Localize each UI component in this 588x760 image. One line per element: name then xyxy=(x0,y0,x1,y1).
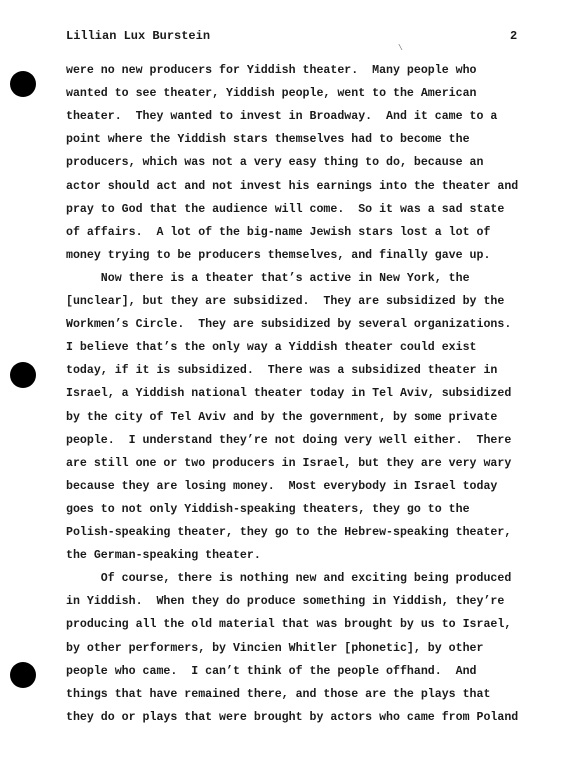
text-line: the German-speaking theater. xyxy=(66,549,261,563)
text-line: Polish-speaking theater, they go to the Hebrew-speaking theater, xyxy=(66,526,512,539)
punch-hole-top xyxy=(10,71,36,97)
text-line: producing all the old material that was brought by us to Israel, xyxy=(66,618,512,632)
text-line: [unclear], but they are subsidized. They are subsidized by the xyxy=(66,295,505,308)
text-line: are still one or two producers in Israel, but they are very wary xyxy=(66,456,512,470)
text-line: were no new producers for Yiddish theater. Many people who xyxy=(66,64,477,77)
punch-hole-bottom xyxy=(10,662,36,688)
text-line: people. I understand they’re not doing very well either. There xyxy=(66,433,512,447)
text-line: actor should act and not invest his earnings into the theater and xyxy=(66,179,519,193)
text-line: of affairs. A lot of the big-name Jewish stars lost a lot of xyxy=(66,225,491,239)
text-line: by other performers, by Vincien Whitler [phonetic], by other xyxy=(66,641,484,655)
text-line: in Yiddish. When they do produce something in Yiddish, they’re xyxy=(66,595,505,609)
text-line: Workmen’s Circle. They are subsidized by several organizations. xyxy=(66,318,512,332)
text-line: money trying to be producers themselves, and finally gave up. xyxy=(66,248,491,262)
text-line: point where the Yiddish stars themselves had to become the xyxy=(66,133,470,147)
text-line: Now there is a theater that’s active in New York, the xyxy=(66,271,470,285)
page-number: 2 xyxy=(510,29,518,43)
text-line: I believe that’s the only way a Yiddish theater could exist xyxy=(66,341,477,355)
text-line: because they are losing money. Most everybody in Israel today xyxy=(66,479,498,493)
text-line: wanted to see theater, Yiddish people, went to the American xyxy=(66,87,477,101)
text-line: people who came. I can’t think of the people offhand. And xyxy=(66,664,477,678)
stray-mark: \ xyxy=(398,44,403,53)
text-line: producers, which was not a very easy thing to do, because an xyxy=(66,156,484,170)
punch-hole-middle xyxy=(10,362,36,388)
running-header-name: Lillian Lux Burstein xyxy=(66,29,211,43)
text-line: today, if it is subsidized. There was a subsidized theater in xyxy=(66,364,498,378)
text-line: pray to God that the audience will come. So it was a sad state xyxy=(66,202,505,216)
text-line: theater. They wanted to invest in Broadway. And it came to a xyxy=(66,110,498,124)
text-line: by the city of Tel Aviv and by the government, by some private xyxy=(66,410,498,424)
text-line: goes to not only Yiddish-speaking theaters, they go to the xyxy=(66,502,470,516)
text-line: they do or plays that were brought by actors who came from Poland xyxy=(66,710,519,724)
text-line: Israel, a Yiddish national theater today in Tel Aviv, subsidized xyxy=(66,387,512,401)
text-line: Of course, there is nothing new and exciting being produced xyxy=(66,572,512,586)
text-line: things that have remained there, and those are the plays that xyxy=(66,687,491,701)
